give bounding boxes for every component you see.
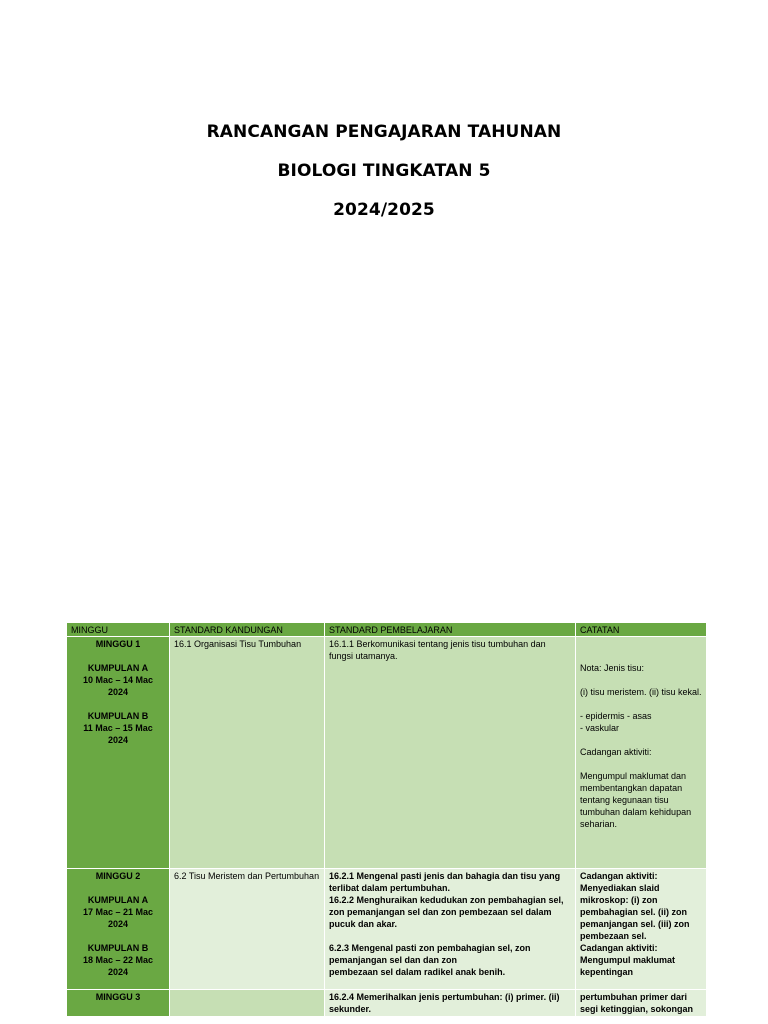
kumpulan-b-year: 2024 (107, 735, 129, 745)
table-header-row (67, 623, 707, 637)
kumpulan-a-year: 2024 (107, 919, 129, 929)
kumpulan-b-dates: 18 Mac – 22 Mac (82, 955, 154, 965)
standard-kandungan-cell: 6.2 Tisu Meristem dan Pertumbuhan (170, 869, 325, 990)
catatan-note: (i) tisu meristem. (ii) tisu kekal. (580, 687, 702, 697)
header-standard-kandungan: STANDARD KANDUNGAN (170, 623, 325, 637)
kumpulan-a-dates: 10 Mac – 14 Mac (82, 675, 154, 685)
document-subtitle: BIOLOGI TINGKATAN 5 (277, 161, 491, 181)
kumpulan-a-label: KUMPULAN A (87, 663, 149, 673)
catatan-note: Cadangan aktiviti: (580, 871, 658, 881)
standard-pembelajaran-cell (325, 990, 576, 1017)
kumpulan-a-label: KUMPULAN A (87, 895, 149, 905)
sp-item: 16.2.4 Memerihalkan jenis pertumbuhan: (i) primer. (ii) sekunder. (329, 992, 560, 1014)
standard-kandungan-cell: 16.1 Organisasi Tisu Tumbuhan (170, 637, 325, 869)
sp-item: 16.1.1 Berkomunikasi tentang jenis tisu tumbuhan dan fungsi utamanya. (329, 639, 546, 661)
sp-item: 16.2.2 Menghuraikan kedudukan zon pembahagian sel, zon pemanjangan sel dan zon pembezaan sel dalam pucuk dan akar. (329, 895, 564, 929)
catatan-note: Mengumpul maklumat dan membentangkan dapatan tentang kegunaan tisu tumbuhan dalam kehidupan seharian. (580, 771, 692, 829)
minggu-cell (67, 869, 170, 990)
standard-pembelajaran-cell (325, 869, 576, 990)
header-minggu: MINGGU (67, 623, 170, 637)
kumpulan-b-label: KUMPULAN B (87, 943, 149, 953)
kumpulan-b-dates: 11 Mac – 15 Mac (83, 723, 153, 733)
catatan-cell (576, 990, 707, 1017)
document-title-block (0, 122, 768, 220)
document-year: 2024/2025 (333, 200, 435, 220)
lesson-plan-table (66, 622, 707, 1017)
header-catatan: CATATAN (576, 623, 707, 637)
catatan-note: Cadangan aktiviti: (580, 747, 652, 757)
table-row (67, 990, 707, 1017)
kumpulan-a-year: 2024 (107, 687, 129, 697)
kumpulan-b-year: 2024 (107, 967, 129, 977)
minggu-label: MINGGU 3 (95, 992, 141, 1002)
standard-pembelajaran-cell (325, 637, 576, 869)
minggu-cell (67, 990, 170, 1017)
catatan-note: - vaskular (580, 723, 620, 733)
kumpulan-b-label: KUMPULAN B (87, 711, 149, 721)
kumpulan-a-dates: 17 Mac – 21 Mac (82, 907, 154, 917)
header-standard-pembelajaran: STANDARD PEMBELAJARAN (325, 623, 576, 637)
catatan-note: Cadangan aktiviti: (580, 943, 658, 953)
sp-item: 16.2.1 Mengenal pasti jenis dan bahagia dan tisu yang terlibat dalam pertumbuhan. (329, 871, 561, 893)
catatan-cell (576, 869, 707, 990)
table-row (67, 637, 707, 869)
document-title: RANCANGAN PENGAJARAN TAHUNAN (206, 122, 562, 142)
sp-item: pembezaan sel dalam radikel anak benih. (329, 967, 506, 977)
minggu-label: MINGGU 1 (95, 639, 141, 649)
catatan-note: Mengumpul maklumat kepentingan (580, 955, 676, 977)
catatan-note: pertumbuhan primer dari segi ketinggian, sokongan (580, 992, 694, 1014)
catatan-cell (576, 637, 707, 869)
standard-kandungan-cell (170, 990, 325, 1017)
minggu-cell (67, 637, 170, 869)
minggu-label: MINGGU 2 (95, 871, 141, 881)
catatan-note: Menyediakan slaid mikroskop: (i) zon pembahagian sel. (ii) zon pemanjangan sel. (iii) zon pembezaan sel. (580, 883, 690, 941)
sp-item: 6.2.3 Mengenal pasti zon pembahagian sel, zon pemanjangan sel dan dan zon (329, 943, 531, 965)
table-row (67, 869, 707, 990)
catatan-note: Nota: Jenis tisu: (580, 663, 645, 673)
catatan-note: - epidermis - asas (580, 711, 652, 721)
